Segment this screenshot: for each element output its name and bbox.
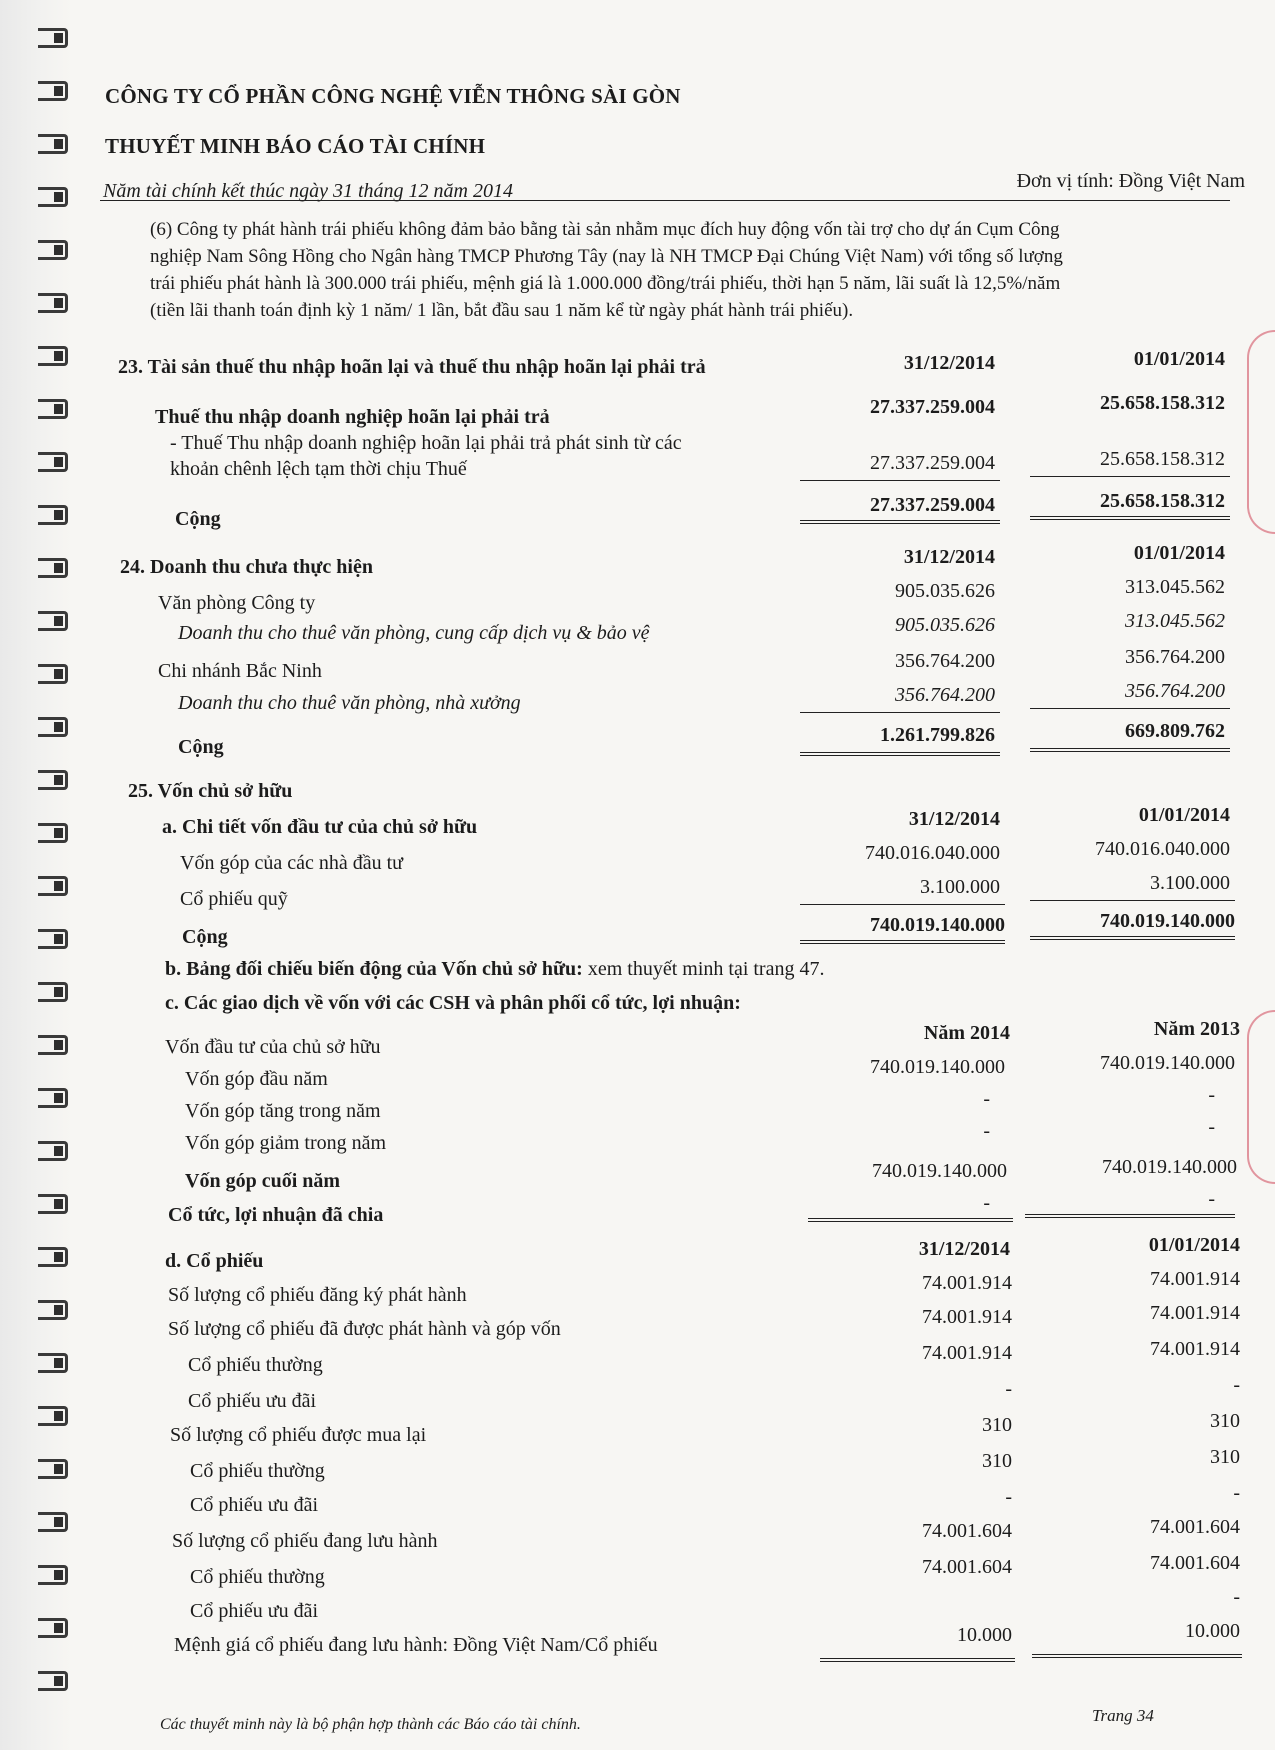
col-header-2014: Năm 2014 bbox=[923, 1022, 1010, 1044]
s25c-row-2014: - bbox=[983, 1120, 990, 1142]
s24-row-2014: 356.764.200 bbox=[895, 650, 995, 672]
rule bbox=[1030, 476, 1230, 477]
s25a-row-label: Vốn góp của các nhà đầu tư bbox=[180, 852, 403, 874]
s24-row-label: Doanh thu cho thuê văn phòng, cung cấp dịch vụ & bảo vệ bbox=[178, 622, 650, 644]
spiral-binding bbox=[0, 0, 72, 1750]
s25d-row-2014: 74.001.604 bbox=[922, 1520, 1012, 1542]
s25d-row-2013: 74.001.914 bbox=[1150, 1268, 1240, 1290]
binding-ring bbox=[38, 240, 68, 260]
binding-ring bbox=[38, 187, 68, 207]
binding-ring bbox=[38, 558, 68, 578]
col-header-2013: 01/01/2014 bbox=[1133, 348, 1225, 370]
s25d-row-2014: 310 bbox=[982, 1450, 1012, 1472]
section-25b-text: b. Bảng đối chiếu biến động của Vốn chủ sở hữu: xem thuyết minh tại trang 47. bbox=[165, 958, 825, 980]
binding-ring bbox=[38, 823, 68, 843]
binding-ring bbox=[38, 81, 68, 101]
s25d-row-2013: 10.000 bbox=[1185, 1620, 1240, 1642]
double-rule bbox=[1025, 1214, 1235, 1218]
s25c-row-2013: - bbox=[1208, 1188, 1215, 1210]
s23-total-label: Cộng bbox=[175, 508, 221, 530]
s25d-row-label: Cổ phiếu ưu đãi bbox=[190, 1494, 319, 1516]
s25c-row-2014: 740.019.140.000 bbox=[870, 1056, 1005, 1078]
deferred-tax-detail-line1: - Thuế Thu nhập doanh nghiệp hoãn lại phải trả phát sinh từ các bbox=[170, 432, 682, 454]
binding-ring bbox=[38, 1300, 68, 1320]
s24-row-2013: 356.764.200 bbox=[1125, 680, 1225, 702]
deferred-tax-detail-2013: 25.658.158.312 bbox=[1100, 448, 1225, 470]
rule bbox=[800, 480, 1000, 481]
rule bbox=[1030, 900, 1235, 901]
s24-row-2013: 313.045.562 bbox=[1125, 576, 1225, 598]
s25c-row-2013: 740.019.140.000 bbox=[1102, 1156, 1237, 1178]
double-rule bbox=[1030, 748, 1230, 752]
binding-ring bbox=[38, 1459, 68, 1479]
s25d-row-label: Số lượng cổ phiếu đã được phát hành và góp vốn bbox=[168, 1318, 561, 1340]
col-header-2013: 01/01/2014 bbox=[1133, 542, 1225, 564]
s25c-row-2014: 740.019.140.000 bbox=[872, 1160, 1007, 1182]
s25d-row-label: Cổ phiếu thường bbox=[190, 1566, 325, 1588]
s25a-total-2014: 740.019.140.000 bbox=[870, 914, 1005, 936]
binding-ring bbox=[38, 1565, 68, 1585]
binding-ring bbox=[38, 929, 68, 949]
s24-total-label: Cộng bbox=[178, 736, 224, 758]
s25d-row-2014: 74.001.914 bbox=[922, 1306, 1012, 1328]
s24-row-label: Văn phòng Công ty bbox=[158, 592, 316, 614]
s24-total-2013: 669.809.762 bbox=[1125, 720, 1225, 742]
s25d-row-label: Số lượng cổ phiếu được mua lại bbox=[170, 1424, 427, 1446]
col-header-2014: 31/12/2014 bbox=[903, 352, 995, 374]
s25d-row-2013: - bbox=[1233, 1586, 1240, 1608]
s25d-row-label: Cổ phiếu thường bbox=[188, 1354, 323, 1376]
binding-ring bbox=[38, 452, 68, 472]
s24-total-2014: 1.261.799.826 bbox=[880, 724, 995, 746]
double-rule bbox=[820, 1658, 1015, 1662]
deferred-tax-detail-2014: 27.337.259.004 bbox=[870, 452, 995, 474]
document-title: THUYẾT MINH BÁO CÁO TÀI CHÍNH bbox=[105, 134, 486, 158]
red-stamp-mark bbox=[1247, 1010, 1275, 1184]
binding-ring bbox=[38, 1194, 68, 1214]
fiscal-period: Năm tài chính kết thúc ngày 31 tháng 12 năm 2014 bbox=[103, 180, 513, 202]
section-25a-title: a. Chi tiết vốn đầu tư của chủ sở hữu bbox=[162, 816, 478, 838]
binding-ring bbox=[38, 1618, 68, 1638]
s23-total-2013: 25.658.158.312 bbox=[1100, 490, 1225, 512]
double-rule bbox=[800, 520, 1000, 524]
binding-ring bbox=[38, 1671, 68, 1691]
company-name: CÔNG TY CỔ PHẦN CÔNG NGHỆ VIỄN THÔNG SÀI GÒN bbox=[105, 84, 681, 108]
binding-ring bbox=[38, 664, 68, 684]
s25d-row-2013: - bbox=[1233, 1374, 1240, 1396]
s25d-row-label: Mệnh giá cổ phiếu đang lưu hành: Đồng Việt Nam/Cổ phiếu bbox=[174, 1634, 658, 1656]
s25c-row-2013: - bbox=[1208, 1116, 1215, 1138]
double-rule bbox=[1030, 516, 1230, 520]
s25a-row-label: Cổ phiếu quỹ bbox=[180, 888, 288, 910]
binding-ring bbox=[38, 770, 68, 790]
double-rule bbox=[1030, 936, 1235, 940]
s25c-head: Vốn đầu tư của chủ sở hữu bbox=[165, 1036, 381, 1058]
s25d-row-2013: - bbox=[1233, 1482, 1240, 1504]
col-header-2014: 31/12/2014 bbox=[903, 546, 995, 568]
binding-ring bbox=[38, 346, 68, 366]
rule bbox=[1030, 708, 1230, 709]
binding-ring bbox=[38, 611, 68, 631]
double-rule bbox=[800, 752, 1000, 756]
s25d-row-2014: 10.000 bbox=[957, 1624, 1012, 1646]
s25d-row-label: Cổ phiếu ưu đãi bbox=[190, 1600, 319, 1622]
binding-ring bbox=[38, 1512, 68, 1532]
binding-ring bbox=[38, 1141, 68, 1161]
s25c-row-label: Vốn góp tăng trong năm bbox=[185, 1100, 381, 1122]
deferred-tax-2014: 27.337.259.004 bbox=[870, 396, 995, 418]
header-rule bbox=[100, 200, 1230, 201]
s23-total-2014: 27.337.259.004 bbox=[870, 494, 995, 516]
s24-row-2014: 905.035.626 bbox=[895, 614, 995, 636]
s25a-row-2013: 3.100.000 bbox=[1150, 872, 1230, 894]
s25d-row-2014: - bbox=[1005, 1486, 1012, 1508]
s24-row-2013: 356.764.200 bbox=[1125, 646, 1225, 668]
binding-ring bbox=[38, 399, 68, 419]
deferred-tax-label: Thuế thu nhập doanh nghiệp hoãn lại phải trả bbox=[155, 406, 550, 428]
footer-note: Các thuyết minh này là bộ phận hợp thành các Báo cáo tài chính. bbox=[160, 1716, 581, 1733]
double-rule bbox=[1032, 1654, 1242, 1658]
double-rule bbox=[800, 940, 1005, 944]
s25d-row-2014: 74.001.604 bbox=[922, 1556, 1012, 1578]
s24-row-2014: 905.035.626 bbox=[895, 580, 995, 602]
s25c-row-2013: 740.019.140.000 bbox=[1100, 1052, 1235, 1074]
binding-ring bbox=[38, 717, 68, 737]
s25d-row-label: Cổ phiếu ưu đãi bbox=[188, 1390, 317, 1412]
s25a-total-2013: 740.019.140.000 bbox=[1100, 910, 1235, 932]
red-stamp-mark bbox=[1247, 330, 1275, 534]
s25d-row-2014: 74.001.914 bbox=[922, 1342, 1012, 1364]
col-header-2014: 31/12/2014 bbox=[908, 808, 1000, 830]
s25d-row-2013: 310 bbox=[1210, 1410, 1240, 1432]
s25d-row-2013: 74.001.914 bbox=[1150, 1338, 1240, 1360]
col-header-2013: Năm 2013 bbox=[1153, 1018, 1240, 1040]
page-number: Trang 34 bbox=[1092, 1706, 1154, 1725]
deferred-tax-2013: 25.658.158.312 bbox=[1100, 392, 1225, 414]
s24-row-2013: 313.045.562 bbox=[1125, 610, 1225, 632]
binding-ring bbox=[38, 876, 68, 896]
s25c-row-label: Cổ tức, lợi nhuận đã chia bbox=[168, 1204, 384, 1226]
binding-ring bbox=[38, 1353, 68, 1373]
s25c-row-2013: - bbox=[1208, 1084, 1215, 1106]
s25a-row-2013: 740.016.040.000 bbox=[1095, 838, 1230, 860]
col-header-2013: 01/01/2014 bbox=[1138, 804, 1230, 826]
section-24-title: 24. Doanh thu chưa thực hiện bbox=[120, 556, 373, 578]
double-rule bbox=[808, 1218, 1013, 1222]
binding-ring bbox=[38, 293, 68, 313]
s25c-row-label: Vốn góp đầu năm bbox=[185, 1068, 328, 1090]
s25c-row-label: Vốn góp cuối năm bbox=[185, 1170, 341, 1192]
s25d-row-2014: 74.001.914 bbox=[922, 1272, 1012, 1294]
section-25c-title: c. Các giao dịch về vốn với các CSH và phân phối cổ tức, lợi nhuận: bbox=[165, 992, 741, 1014]
s24-row-label: Doanh thu cho thuê văn phòng, nhà xưởng bbox=[178, 692, 521, 714]
col-header-2013: 01/01/2014 bbox=[1148, 1234, 1240, 1256]
binding-ring bbox=[38, 1406, 68, 1426]
s25d-row-label: Số lượng cổ phiếu đăng ký phát hành bbox=[168, 1284, 467, 1306]
section-25d-title: d. Cổ phiếu bbox=[165, 1250, 264, 1272]
s25d-row-2014: - bbox=[1005, 1378, 1012, 1400]
s24-row-label: Chi nhánh Bắc Ninh bbox=[158, 660, 322, 682]
col-header-2014: 31/12/2014 bbox=[918, 1238, 1010, 1260]
s25d-row-label: Số lượng cổ phiếu đang lưu hành bbox=[172, 1530, 438, 1552]
rule bbox=[800, 712, 1000, 713]
s25d-row-2013: 74.001.914 bbox=[1150, 1302, 1240, 1324]
s25c-row-label: Vốn góp giảm trong năm bbox=[185, 1132, 387, 1154]
currency-unit: Đơn vị tính: Đồng Việt Nam bbox=[1016, 170, 1245, 192]
binding-ring bbox=[38, 982, 68, 1002]
section-25-title: 25. Vốn chủ sở hữu bbox=[128, 780, 293, 802]
s25c-row-2014: - bbox=[983, 1088, 990, 1110]
s25d-row-label: Cổ phiếu thường bbox=[190, 1460, 325, 1482]
deferred-tax-detail-line2: khoản chênh lệch tạm thời chịu Thuế bbox=[170, 458, 467, 480]
note-6-paragraph: (6) Công ty phát hành trái phiếu không đảm bảo bằng tài sản nhằm mục đích huy động vốn tài trợ cho dự án Cụm Công nghiệp Nam Sông Hồng cho Ngân hàng TMCP Phương Tây (nay là NH TMCP Đại Chúng Việt Nam) với tổng số lượng trái phiếu phát hành là 300.000 trái phiếu, mệnh giá là 1.000.000 đồng/trái phiếu, thời hạn 5 năm, lãi suất là 12,5%/năm (tiền lãi thanh toán định kỳ 1 năm/ 1 lần, bắt đầu sau 1 năm kể từ ngày phát hành trái phiếu). bbox=[150, 219, 1063, 321]
s25d-row-2013: 74.001.604 bbox=[1150, 1552, 1240, 1574]
binding-ring bbox=[38, 1088, 68, 1108]
binding-ring bbox=[38, 1035, 68, 1055]
section-23-title: 23. Tài sản thuế thu nhập hoãn lại và thuế thu nhập hoãn lại phải trả bbox=[118, 356, 706, 378]
rule bbox=[800, 904, 1005, 905]
s25c-row-2014: - bbox=[983, 1192, 990, 1214]
binding-ring bbox=[38, 1247, 68, 1267]
binding-ring bbox=[38, 28, 68, 48]
s25a-total-label: Cộng bbox=[182, 926, 228, 948]
s24-row-2014: 356.764.200 bbox=[895, 684, 995, 706]
s25d-row-2014: 310 bbox=[982, 1414, 1012, 1436]
binding-ring bbox=[38, 505, 68, 525]
s25d-row-2013: 310 bbox=[1210, 1446, 1240, 1468]
binding-ring bbox=[38, 134, 68, 154]
s25d-row-2013: 74.001.604 bbox=[1150, 1516, 1240, 1538]
s25a-row-2014: 740.016.040.000 bbox=[865, 842, 1000, 864]
s25a-row-2014: 3.100.000 bbox=[920, 876, 1000, 898]
